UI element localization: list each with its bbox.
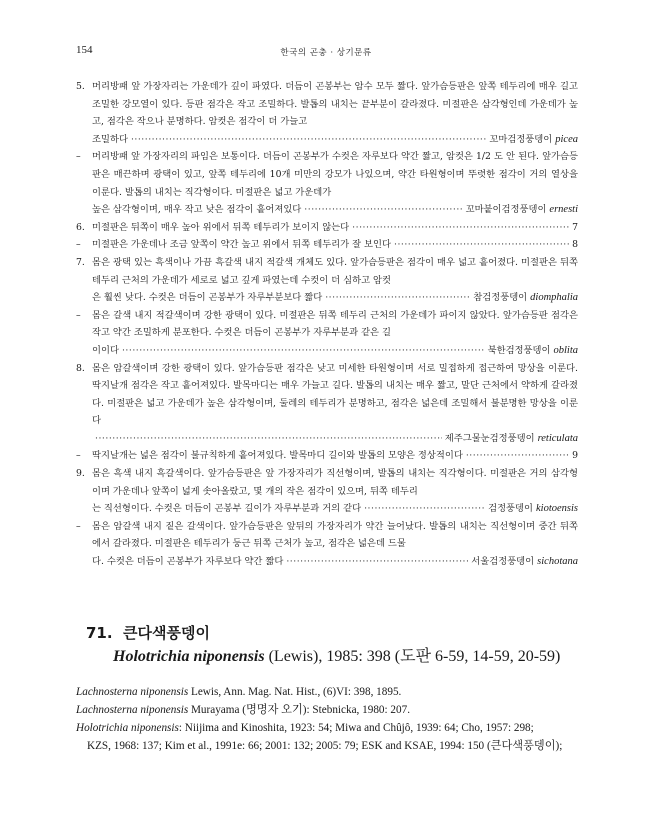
key-marker: 5. [76,81,85,92]
synonym-sci: Holotrichia niponensis [76,722,179,734]
key-marker: 7. [76,256,85,268]
synonym-line [76,719,586,737]
key-result [572,447,578,465]
species-korean-name: 큰다색풍뎅이 [123,624,210,642]
leader-dots [95,430,442,448]
synonym-sci: Lachnosterna niponensis [76,686,189,698]
key-couplet [76,465,578,518]
key-couplet [76,236,578,254]
key-marker: – [76,309,81,321]
leader-dots [364,500,485,518]
key-result-line [92,219,578,237]
synonym-sci: Lachnosterna niponensis [76,704,189,716]
key-result-sci: kiotoensis [536,503,578,515]
key-result-name: 9 [572,450,578,462]
key-result-name: 7 [572,221,578,233]
identification-key [76,78,578,571]
key-result-line [92,201,578,219]
key-text: 몸은 암갈색 내지 짙은 갈색이다. 앞가슴등판은 앞뒤의 가장자리가 약간 늘어났다. 발톱의 내치는 직선형이며 중간 뒤쪽에서 갈라졌다. 미절판은 테두리가 둥근 뒤쪽 근처가 높고, 점각은 넓은데 드물 [92,520,578,550]
key-result-sci: ernesti [549,204,578,216]
key-result-name: 서울검정풍뎅이 [471,556,535,568]
key-last-line: 는 직선형이다. 수컷은 더듬이 곤봉부 길이가 자루부분과 거의 같다 [92,503,362,515]
key-result-name: 꼬마검정풍뎅이 [489,133,553,145]
leader-dots [394,236,569,254]
key-result [488,500,578,518]
leader-dots [325,289,470,307]
key-marker: – [76,450,81,462]
species-scientific-name: Holotrichia niponensis [113,648,265,665]
key-marker: – [76,239,81,251]
key-last-line: 은 훨씬 낮다. 수컷은 더듬이 곤봉부가 자루부분보다 짧다 [92,292,323,304]
key-last-line: 다. 수컷은 더듬이 곤봉부가 자루보다 약간 짧다 [92,556,284,568]
key-couplet [76,307,578,360]
leader-dots [122,342,485,360]
key-last-line: 미절판은 가운데나 조금 앞쪽이 약간 높고 위에서 뒤쪽 테두리가 잘 보인다 [92,239,391,251]
leader-dots [131,131,486,149]
key-marker: 8. [76,362,85,374]
key-result-sci: oblita [553,344,578,356]
species-number: 71. [86,624,113,642]
species-heading [86,622,210,643]
key-last-line: 높은 삼각형이며, 매우 작고 낮은 점각이 흩어져있다 [92,204,302,216]
key-result [471,553,578,571]
key-result-name: 제주그물눈검정풍뎅이 [444,432,535,444]
species-citation: (Lewis), 1985: 398 (도판 6-59, 14-59, 20-59) [268,648,561,665]
synonym-text: KZS, 1968: 137; Kim et al., 1991e: 66; 2001: 132; 2005: 79; ESK and KSAE, 1994: 150 (큰다색풍뎅이); [87,740,563,752]
key-result-sci: reticulata [537,432,578,444]
key-result [445,430,578,448]
synonym-text: Lewis, Ann. Mag. Nat. Hist., (6)VI: 398, 1895. [188,686,402,698]
key-text: 몸은 광택 있는 흑색이나 가끔 흑갈색 내지 적갈색 개체도 있다. 앞가슴등판은 점각이 매우 넓고 흩어졌다. 미절판은 뒤쪽 테두리 근처의 가운데가 세로로 넓고 깊게 파였는데 수컷이 더 심하고 암컷 [92,256,578,286]
key-result-line [92,430,578,448]
leader-dots [286,553,468,571]
key-result-sci: diomphalia [530,292,578,304]
running-head: 한국의 곤충 · 상기문류 [280,48,372,58]
key-text: 머리방패 앞 가장자리의 파임은 보통이다. 더듬이 곤봉부가 수컷은 자루보다 약간 짧고, 암컷은 1/2 도 안 된다. 앞가슴등판은 매끈하며 광택이 있고, 앞쪽 테두리에 10개 미만의 강모가 나있으며, 약간 타원형이며 뚜렷한 점각이 거의 열상을 이룬다. 발톱의 내치는 직각형이다. 미절판은 넓고 가운데가 [92,151,578,198]
key-couplet [76,447,578,465]
key-text: 머리방패 앞 가장자리는 가운데가 깊이 파였다. 더듬이 곤봉부는 암수 모두 짧다. 앞가슴등판은 앞쪽 테두리에 매우 길고 조밀한 강모열이 있다. 등판 점각은 작고 조밀하다. 발톱의 내치는 끝부분이 갈라졌다. 미절판은 삼각형인데 가운데가 높고, 점각은 작으나 분명하다. 암컷은 점각이 더 가늘고 [92,81,578,128]
key-result [466,201,578,219]
synonym-list [76,683,586,755]
synonym-line [76,683,586,701]
key-couplet [76,78,578,148]
synonym-line [76,701,586,719]
key-marker: 9. [76,468,85,480]
key-result-name: 북한검정풍뎅이 [487,344,551,356]
key-result-line [92,289,578,307]
key-result-line [92,553,578,571]
species-scientific-line [113,643,560,666]
key-result [488,342,578,360]
key-last-line: 딱지날개는 넓은 점각이 불규칙하게 흩어져있다. 발목마디 길이와 발톱의 모양은 정상적이다 [92,450,463,462]
leader-dots [352,219,569,237]
key-result-line [92,447,578,465]
key-result [572,219,578,237]
key-result-line [92,342,578,360]
key-result-line [92,500,578,518]
synonym-text: : Niijima and Kinoshita, 1923: 54; Miwa and Chûjô, 1939: 64; Cho, 1957: 298; [178,722,534,734]
key-result-line [92,131,578,149]
key-text: 몸은 흑색 내지 흑갈색이다. 앞가슴등판은 앞 가장자리가 직선형이며, 발톱의 내치는 직각형이다. 미절판은 거의 삼각형이며 가운데나 앞쪽이 넓게 솟아올랐고, 몇 개의 작은 점각이 있으며, 뒤쪽 테두리 [92,468,578,497]
key-result-name: 참검정풍뎅이 [473,292,528,304]
key-marker: – [76,151,81,163]
key-couplet [76,360,578,448]
key-text: 몸은 갈색 내지 적갈색이며 강한 광택이 있다. 미절판은 뒤쪽 테두리 근처의 가운데가 파이지 않았다. 앞가슴등판 점각은 작고 약간 조밀하게 분포한다. 수컷은 더듬이 곤봉부가 자루부분과 같은 길 [92,309,578,339]
key-result-line [92,236,578,254]
key-last-line: 미절판은 뒤쪽이 매우 높아 위에서 뒤쪽 테두리가 보이지 않는다 [92,221,350,233]
key-marker: 6. [76,221,85,233]
synonym-text: Murayama (명명자 오기): Stebnicka, 1980: 207. [188,704,410,716]
key-result [473,289,578,307]
key-result [572,236,578,254]
key-result-sci: picea [555,133,578,145]
synonym-line-continued [76,737,586,755]
key-result-name: 8 [572,239,578,251]
key-text: 몸은 암갈색이며 강한 광택이 있다. 앞가슴등판 점각은 낮고 미세한 타원형이며 서로 밀접하게 접근하여 망상을 이룬다. 딱지날개 점각은 작고 흩어져있다. 발목마디는 매우 가늘고 길다. 발톱의 내치는 매우 짧고, 말단 근처에서 약하게 갈라졌다. 미절판은 넓고 가운데가 높은 삼각형이며, 둘레의 테두리가 분명하고, 점각은 넓은데 조밀해서 불분명한 망상을 이룬다 [92,362,578,427]
key-couplet [76,254,578,307]
key-result-name: 꼬마붙이검정풍뎅이 [465,204,547,216]
key-result-name: 검정풍뎅이 [488,503,533,515]
page-number: 154 [76,44,93,56]
leader-dots [304,201,462,219]
key-marker: – [76,520,81,532]
key-couplet [76,518,578,571]
key-couplet [76,148,578,218]
key-result [489,131,578,149]
leader-dots [466,447,569,465]
key-result-sci: sichotana [537,556,578,568]
key-couplet [76,219,578,237]
key-last-line: 조밀하다 [92,133,128,145]
key-last-line: 이이다 [92,344,119,356]
